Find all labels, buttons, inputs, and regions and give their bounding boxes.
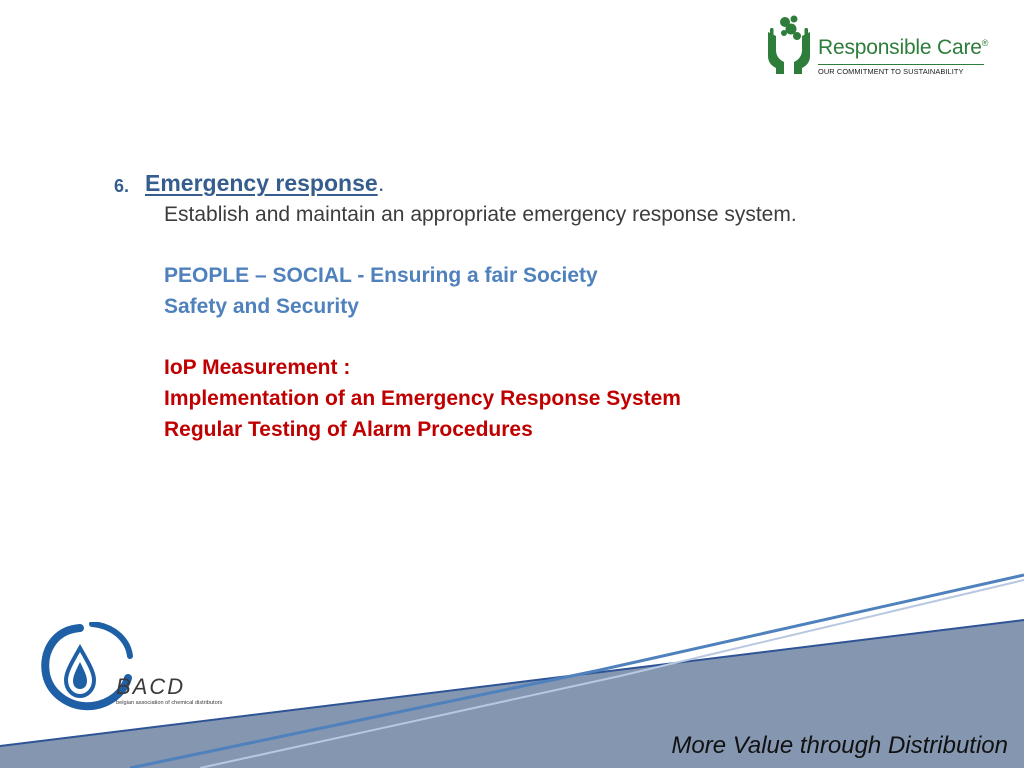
item-number: 6. (114, 176, 130, 196)
responsible-care-logo (764, 12, 1004, 76)
slide-content (114, 170, 934, 441)
item-title: Emergency response (145, 170, 378, 196)
bacd-name: BACD (116, 674, 186, 699)
responsible-care-divider (818, 64, 984, 65)
responsible-care-tagline: OUR COMMITMENT TO SUSTAINABILITY (818, 67, 964, 76)
item-heading (114, 170, 934, 200)
item-description: Establish and maintain an appropriate emergency response system. (164, 203, 797, 226)
measurement-label: IoP Measurement : (164, 356, 351, 379)
theme-topic: Safety and Security (164, 295, 359, 318)
footer-slogan: More Value through Distribution (671, 732, 1008, 759)
responsible-care-hands-icon (764, 12, 814, 76)
measurement-item: Implementation of an Emergency Response System (164, 387, 681, 410)
measurement-item: Regular Testing of Alarm Procedures (164, 418, 533, 441)
responsible-care-name: Responsible Care® (818, 36, 989, 59)
bacd-logo (40, 622, 223, 714)
item-title-suffix: . (378, 170, 385, 196)
theme-pillar: PEOPLE – SOCIAL - Ensuring a fair Society (164, 264, 598, 287)
bacd-subtitle: belgian association of chemical distributors (116, 700, 223, 706)
